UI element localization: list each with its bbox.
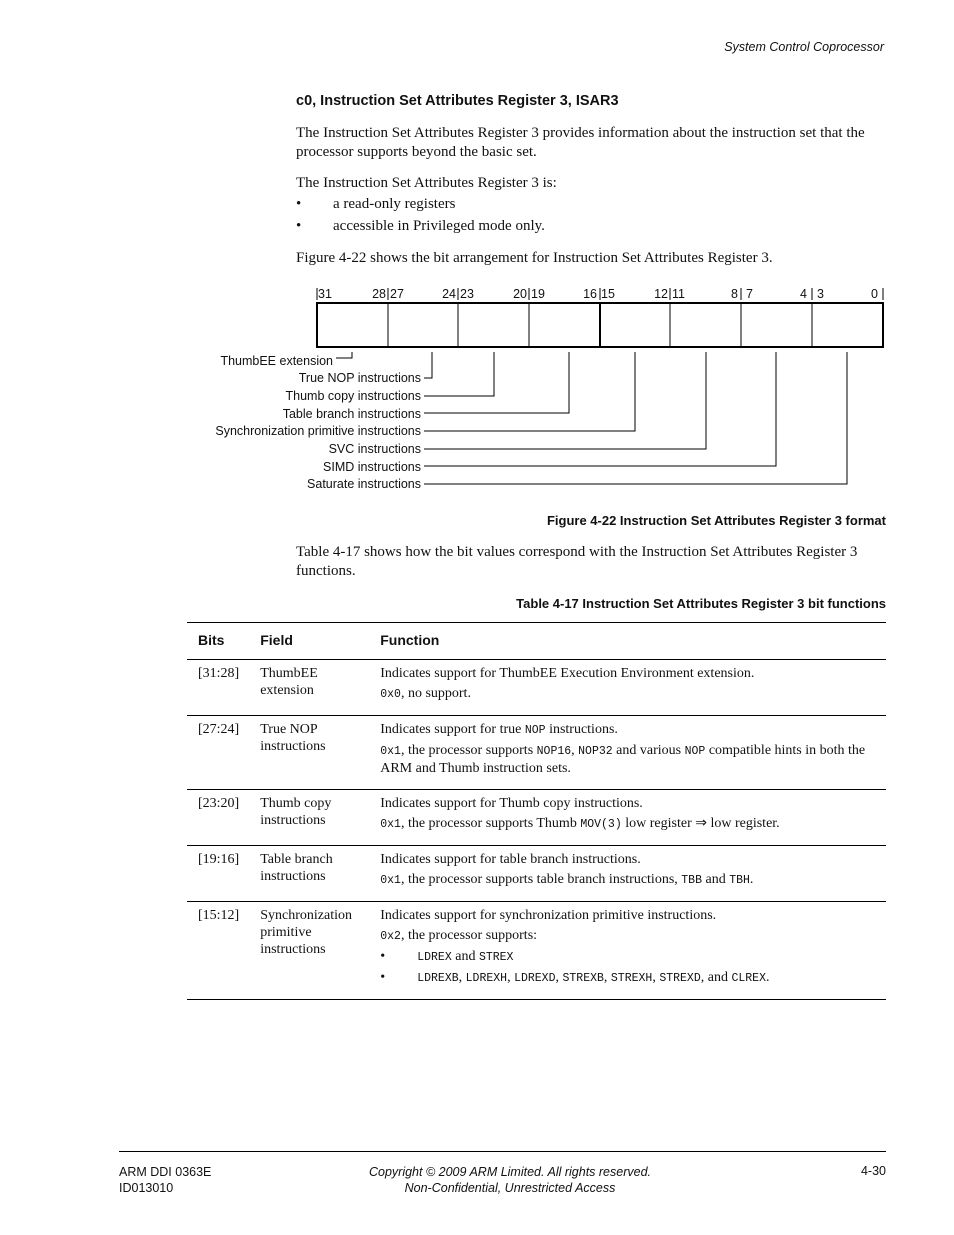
bit-number: 8 [731, 287, 738, 301]
field-label: Synchronization primitive instructions [215, 424, 421, 438]
field-label: Saturate instructions [307, 477, 421, 491]
bit-number: 4 [800, 287, 807, 301]
bit-number: 27 [390, 287, 404, 301]
footer-left [119, 1164, 211, 1196]
figure-caption: Figure 4-22 Instruction Set Attributes Register 3 format [546, 513, 886, 528]
intro-paragraph: The Instruction Set Attributes Register 3 provides information about the instruction set that the processor supports beyond the basic set. [296, 125, 865, 160]
function-value: 0x2, the processor supports: [380, 928, 538, 943]
bit-number: 15 [601, 287, 615, 301]
function-description: Indicates support for table branch instructions. [380, 852, 641, 867]
column-header: Bits [187, 623, 249, 660]
bit-number: 24 [442, 287, 456, 301]
bits-cell: [19:16] [187, 846, 249, 902]
function-value: 0x1, the processor supports NOP16, NOP32 and various NOP compatible hints in both the ARM and Thumb instruction sets. [380, 743, 866, 776]
function-cell [369, 902, 886, 1000]
bit-number: 23 [460, 287, 474, 301]
function-cell [369, 716, 886, 790]
field-cell: Table branch instructions [249, 846, 369, 902]
function-cell [369, 790, 886, 846]
function-description: Indicates support for true NOP instructions. [380, 722, 618, 737]
bit-number: 20 [513, 287, 527, 301]
document-id: ARM DDI 0363E [119, 1165, 212, 1179]
list-item: • LDREX and STREX [380, 949, 514, 964]
table-row [187, 790, 886, 846]
bullet-text: a read-only registers [333, 196, 456, 212]
function-description: Indicates support for Thumb copy instructions. [380, 796, 643, 811]
bits-cell: [31:28] [187, 660, 249, 716]
function-value: 0x1, the processor supports Thumb MOV(3) low register ⇒ low register. [380, 816, 780, 831]
table-header-row [187, 623, 886, 660]
function-cell [369, 846, 886, 902]
register-diagram [0, 280, 954, 495]
bit-number: 7 [746, 287, 753, 301]
field-cell: Synchronization primitive instructions [249, 902, 369, 1000]
page-number: 4-30 [860, 1164, 886, 1178]
field-label: SVC instructions [328, 442, 421, 456]
field-label: Table branch instructions [282, 407, 421, 421]
bit-number: 19 [531, 287, 545, 301]
field-cell: True NOP instructions [249, 716, 369, 790]
field-label: SIMD instructions [323, 460, 421, 474]
running-header: System Control Coprocessor [724, 40, 884, 54]
function-description: Indicates support for ThumbEE Execution Environment extension. [380, 666, 755, 681]
bullet-item: • accessible in Privileged mode only. [296, 218, 545, 234]
list-item: • LDREXB, LDREXH, LDREXD, STREXB, STREXH, STREXD, and CLREX. [380, 970, 770, 985]
table-row [187, 902, 886, 1000]
section-title: c0, Instruction Set Attributes Register 3, ISAR3 [296, 93, 619, 109]
field-cell: Thumb copy instructions [249, 790, 369, 846]
bits-cell: [23:20] [187, 790, 249, 846]
bit-number: 31 [318, 287, 332, 301]
column-header: Function [369, 623, 886, 660]
copyright-notice: Copyright © 2009 ARM Limited. All rights reserved. [368, 1165, 651, 1179]
bit-number: 12 [654, 287, 668, 301]
function-value: 0x1, the processor supports table branch instructions, TBB and TBH. [380, 872, 754, 887]
bit-number: 0 [871, 287, 878, 301]
confidentiality-notice: Non-Confidential, Unrestricted Access [404, 1181, 616, 1195]
function-value: 0x0, no support. [380, 686, 471, 701]
bit-number: 11 [672, 287, 685, 301]
bit-number: 16 [583, 287, 597, 301]
bullet-text: accessible in Privileged mode only. [333, 218, 545, 234]
issue-id: ID013010 [119, 1181, 174, 1195]
figure-reference-paragraph: Figure 4-22 shows the bit arrangement for Instruction Set Attributes Register 3. [296, 250, 773, 266]
function-description: Indicates support for synchronization primitive instructions. [380, 908, 717, 923]
table-row [187, 660, 886, 716]
register-is-paragraph: The Instruction Set Attributes Register 3 is: [296, 175, 557, 191]
field-label: ThumbEE extension [220, 354, 333, 368]
table-caption: Table 4-17 Instruction Set Attributes Register 3 bit functions [516, 596, 886, 611]
bullet-item: • a read-only registers [296, 196, 456, 212]
function-cell [369, 660, 886, 716]
footer-center [310, 1164, 710, 1196]
bit-functions-table [187, 622, 886, 1000]
table-row [187, 716, 886, 790]
bit-number: 3 [817, 287, 824, 301]
column-header: Field [249, 623, 369, 660]
bits-cell: [27:24] [187, 716, 249, 790]
footer-divider [119, 1151, 886, 1152]
field-label: Thumb copy instructions [285, 389, 421, 403]
field-cell: ThumbEE extension [249, 660, 369, 716]
field-label: True NOP instructions [298, 371, 421, 385]
table-reference-paragraph: Table 4-17 shows how the bit values correspond with the Instruction Set Attributes Register 3 functions. [296, 544, 858, 579]
bits-cell: [15:12] [187, 902, 249, 1000]
bit-number: 28 [372, 287, 386, 301]
table-row [187, 846, 886, 902]
